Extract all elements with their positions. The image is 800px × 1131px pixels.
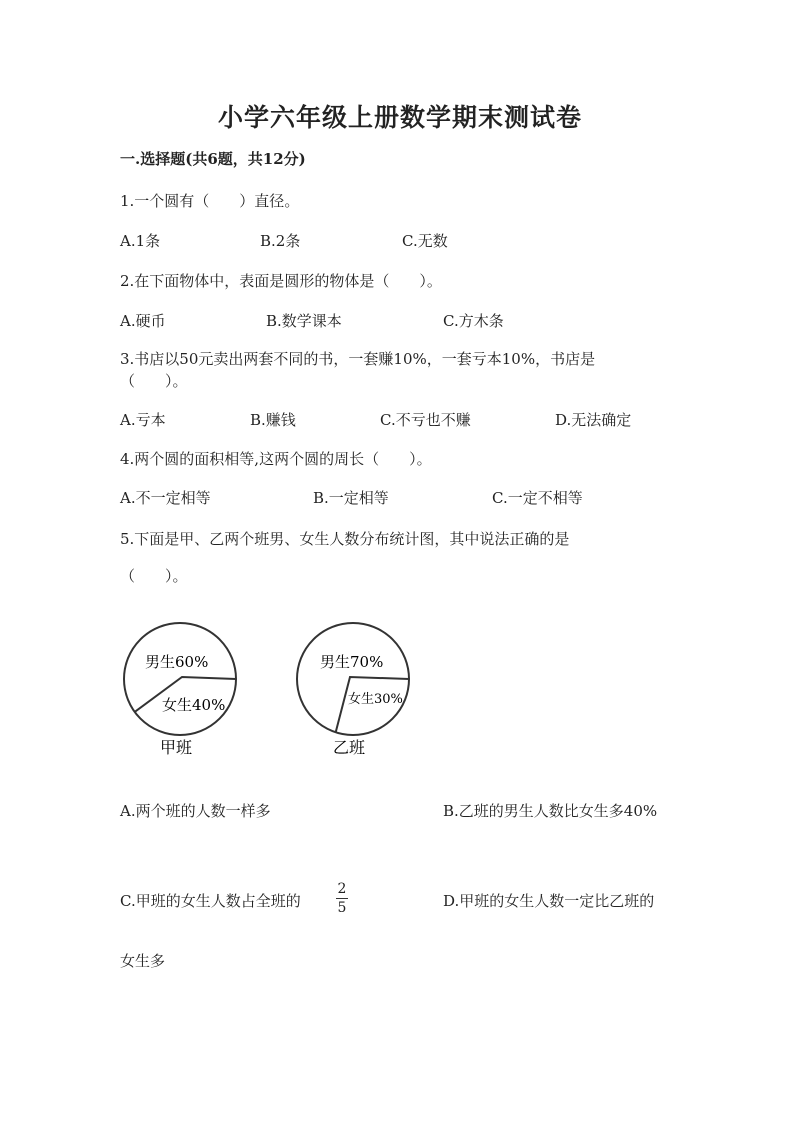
question-2-option-a: A.硬币 [120,312,166,330]
pie-charts [110,615,430,760]
question-2-option-c: C.方木条 [443,312,504,330]
question-5-option-a: A.两个班的人数一样多 [120,802,271,820]
fraction-bar [336,898,348,899]
question-4-stem: 4.两个圆的面积相等,这两个圆的周长（ ）。 [120,450,432,468]
question-1-option-a: A.1条 [120,232,161,250]
question-1-option-c: C.无数 [402,232,448,250]
pie-chart-jia [124,623,236,757]
question-4-option-b: B.一定相等 [313,489,389,507]
fraction-denominator: 5 [337,900,347,916]
question-1-stem: 1.一个圆有（ ）直径。 [120,192,300,210]
pie-jia-slice-female-label: 女生40% [162,696,226,714]
section-heading: 一.选择题(共6题，共12分) [120,150,306,168]
pie-yi-slice-male-label: 男生70% [320,653,384,671]
question-5-option-b: B.乙班的男生人数比女生多40% [443,802,658,820]
question-5-stem-line2: （ ）。 [120,567,188,585]
question-3-option-d: D.无法确定 [555,411,632,429]
pie-jia-title: 甲班 [160,738,193,757]
pie-yi-slice-female-label: 女生30% [348,692,403,707]
question-5-stem-line1: 5.下面是甲、乙两个班男、女生人数分布统计图，其中说法正确的是 [120,530,570,548]
question-3-stem-line1: 3.书店以50元卖出两套不同的书，一套赚10%，一套亏本10%，书店是 [120,350,596,368]
fraction-numerator: 2 [337,881,347,897]
question-5-option-d-continued: 女生多 [120,952,166,970]
pie-chart-yi [297,623,409,757]
question-3-stem-line2: （ ）。 [120,372,188,390]
question-5-option-c: C.甲班的女生人数占全班的 [120,892,301,910]
pie-yi-title: 乙班 [333,738,366,757]
pie-jia-slice-male-label: 男生60% [145,653,209,671]
question-3-option-c: C.不亏也不赚 [380,411,471,429]
fraction-two-fifths [336,881,348,916]
question-3-option-b: B.赚钱 [250,411,296,429]
question-5-option-d: D.甲班的女生人数一定比乙班的 [443,892,655,910]
question-4-option-a: A.不一定相等 [120,489,211,507]
question-1-option-b: B.2条 [260,232,301,250]
question-2-stem: 2.在下面物体中，表面是圆形的物体是（ ）。 [120,272,442,290]
page-title: 小学六年级上册数学期末测试卷 [217,103,582,132]
question-4-option-c: C.一定不相等 [492,489,583,507]
question-3-option-a: A.亏本 [120,411,166,429]
question-2-option-b: B.数学课本 [266,312,342,330]
